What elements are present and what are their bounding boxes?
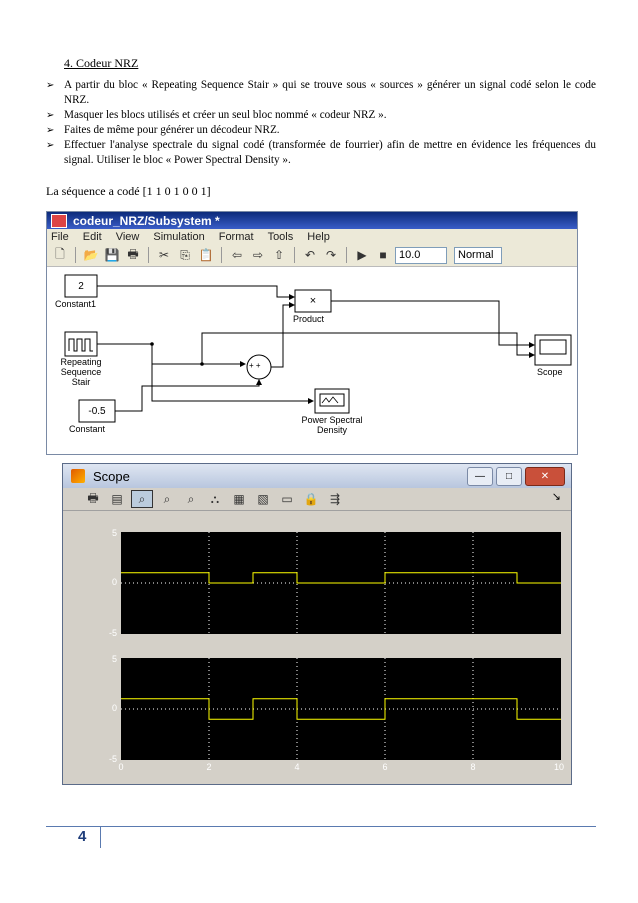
simulink-window bbox=[46, 211, 578, 455]
simulink-toolbar bbox=[47, 244, 577, 267]
copy-icon[interactable]: ⎘ bbox=[180, 247, 190, 262]
list-item bbox=[46, 138, 596, 168]
menu-help[interactable]: Help bbox=[307, 230, 330, 243]
undo-icon[interactable]: ↶ bbox=[304, 248, 316, 262]
print-icon[interactable]: 🖶 bbox=[87, 490, 99, 505]
page-number-divider bbox=[100, 826, 101, 848]
list-item bbox=[46, 78, 596, 108]
zoom-y-icon[interactable]: ⌕ bbox=[187, 491, 195, 506]
y-tick-label: -5 bbox=[108, 628, 117, 638]
list-item bbox=[46, 108, 596, 123]
scope-window bbox=[62, 463, 572, 785]
y-tick-label: 5 bbox=[111, 528, 117, 538]
x-tick-label: 10 bbox=[553, 762, 564, 772]
stop-simulation-icon[interactable]: ■ bbox=[379, 248, 387, 262]
zoom-icon[interactable]: ⌕ bbox=[131, 490, 153, 508]
footer-rule bbox=[46, 826, 596, 827]
lock-axes-icon[interactable]: 🔒 bbox=[303, 492, 319, 506]
sum-signs: + + bbox=[249, 361, 261, 370]
print-icon[interactable]: 🖶 bbox=[127, 246, 139, 261]
simulink-title: codeur_NRZ/Subsystem * bbox=[73, 213, 220, 228]
open-folder-icon[interactable]: 📂 bbox=[83, 248, 99, 262]
menu-tools[interactable]: Tools bbox=[267, 230, 294, 243]
branch-point bbox=[200, 362, 204, 366]
parameters-icon[interactable]: ▤ bbox=[111, 492, 123, 506]
y-tick-label: 0 bbox=[111, 577, 117, 587]
psd-label bbox=[285, 415, 379, 435]
bullet-text: A partir du bloc « Repeating Sequence Stair » qui se trouve sous « sources » générer un signal codé selon le code NRZ. bbox=[64, 79, 596, 106]
toolbar-separator bbox=[75, 247, 76, 263]
label-line: Density bbox=[316, 425, 347, 435]
signal-selection-icon[interactable]: ⇶ bbox=[329, 492, 341, 506]
scope-title: Scope bbox=[93, 468, 130, 484]
section-heading: 4. Codeur NRZ bbox=[64, 56, 139, 70]
toolbar-separator bbox=[346, 247, 347, 263]
up-arrow-icon[interactable]: ⇧ bbox=[273, 248, 285, 262]
label-line: Repeating bbox=[60, 357, 102, 367]
y-tick-label: -5 bbox=[108, 754, 117, 764]
arrow-bullet-icon: ➢ bbox=[46, 140, 55, 151]
arrow-bullet-icon: ➢ bbox=[46, 110, 55, 121]
label-line: Stair bbox=[71, 377, 91, 387]
cut-icon[interactable]: ✂ bbox=[158, 248, 170, 262]
plot-grid bbox=[121, 658, 561, 760]
menu-view[interactable]: View bbox=[115, 230, 140, 243]
dock-icon[interactable]: ↘ bbox=[551, 491, 561, 503]
psd-screen-icon bbox=[320, 394, 344, 406]
x-tick-label: 8 bbox=[470, 762, 476, 772]
x-tick-label: 6 bbox=[382, 762, 388, 772]
product-label: Product bbox=[293, 314, 325, 324]
list-item bbox=[46, 123, 596, 138]
branch-point bbox=[150, 342, 154, 346]
toolbar-separator bbox=[221, 247, 222, 263]
label-line: Sequence bbox=[60, 367, 102, 377]
menu-format[interactable]: Format bbox=[218, 230, 254, 243]
maximize-button[interactable]: □ bbox=[496, 467, 522, 486]
redo-icon[interactable]: ↷ bbox=[325, 248, 337, 262]
x-tick-label: 4 bbox=[294, 762, 300, 772]
stop-time-input[interactable]: 10.0 bbox=[395, 247, 447, 264]
scope-title-bar[interactable] bbox=[63, 464, 571, 488]
constant1-label: Constant1 bbox=[55, 299, 97, 309]
simulink-menubar bbox=[47, 229, 577, 244]
scope-screen-icon bbox=[540, 340, 566, 354]
save-icon[interactable]: 💾 bbox=[104, 248, 120, 262]
constant-value: -0.5 bbox=[88, 405, 106, 417]
page-number: 4 bbox=[78, 828, 87, 845]
model-canvas bbox=[47, 267, 577, 456]
menu-file[interactable]: File bbox=[51, 230, 69, 243]
forward-arrow-icon[interactable]: ⇨ bbox=[252, 248, 264, 262]
constant1-value: 2 bbox=[78, 280, 84, 292]
arrow-bullet-icon: ➢ bbox=[46, 80, 55, 91]
scope-plot-top bbox=[121, 532, 561, 634]
restore-axes-icon[interactable]: ▧ bbox=[257, 492, 269, 506]
zoom-x-icon[interactable]: ⌕ bbox=[163, 491, 171, 506]
instruction-list bbox=[46, 78, 596, 168]
scope-plot-bottom bbox=[121, 658, 561, 760]
label-line: Power Spectral bbox=[301, 415, 363, 425]
bullet-text: Faites de même pour générer un décodeur NRZ. bbox=[64, 124, 280, 136]
repeating-sequence-stair-block[interactable] bbox=[65, 332, 97, 356]
matlab-logo-icon bbox=[71, 469, 85, 483]
arrow-bullet-icon: ➢ bbox=[46, 125, 55, 136]
simulink-title-bar[interactable] bbox=[47, 212, 577, 229]
floating-scope-icon[interactable]: ▭ bbox=[281, 492, 293, 506]
minimize-button[interactable]: — bbox=[467, 467, 493, 486]
menu-simulation[interactable]: Simulation bbox=[153, 230, 205, 243]
toolbar-separator bbox=[294, 247, 295, 263]
simulation-mode-select[interactable]: Normal bbox=[454, 247, 502, 264]
save-axes-icon[interactable]: ▦ bbox=[233, 492, 245, 506]
bullet-text: Effectuer l'analyse spectrale du signal codé (transformée de fourrier) afin de mettre en évidence les fréquences du signal. Utiliser le bloc « Power Spectral Density ». bbox=[64, 139, 596, 166]
paste-icon[interactable]: 📋 bbox=[198, 248, 214, 262]
repeating-sequence-stair-label bbox=[55, 357, 107, 387]
window-controls bbox=[467, 467, 565, 486]
scope-toolbar bbox=[63, 488, 571, 511]
back-arrow-icon[interactable]: ⇦ bbox=[231, 248, 243, 262]
bullet-text: Masquer les blocs utilisés et créer un seul bloc nommé « codeur NRZ ». bbox=[64, 109, 387, 121]
product-symbol: × bbox=[309, 295, 317, 307]
y-tick-label: 0 bbox=[111, 703, 117, 713]
sequence-text: La séquence a codé [1 1 0 1 0 0 1] bbox=[46, 184, 211, 198]
close-button[interactable]: ✕ bbox=[525, 467, 565, 486]
menu-edit[interactable]: Edit bbox=[82, 230, 102, 243]
scope-label: Scope bbox=[537, 367, 563, 377]
toolbar-separator bbox=[148, 247, 149, 263]
x-tick-label: 2 bbox=[206, 762, 212, 772]
constant-label: Constant bbox=[69, 424, 106, 434]
x-tick-label: 0 bbox=[118, 762, 124, 772]
signal-trace-top bbox=[121, 573, 561, 583]
new-model-icon[interactable]: 🗋 bbox=[55, 246, 65, 261]
start-simulation-icon[interactable]: ▶ bbox=[357, 248, 367, 262]
simulink-app-icon bbox=[51, 214, 67, 228]
autoscale-icon[interactable]: ⛬ bbox=[210, 491, 220, 506]
y-tick-label: 5 bbox=[111, 654, 117, 664]
